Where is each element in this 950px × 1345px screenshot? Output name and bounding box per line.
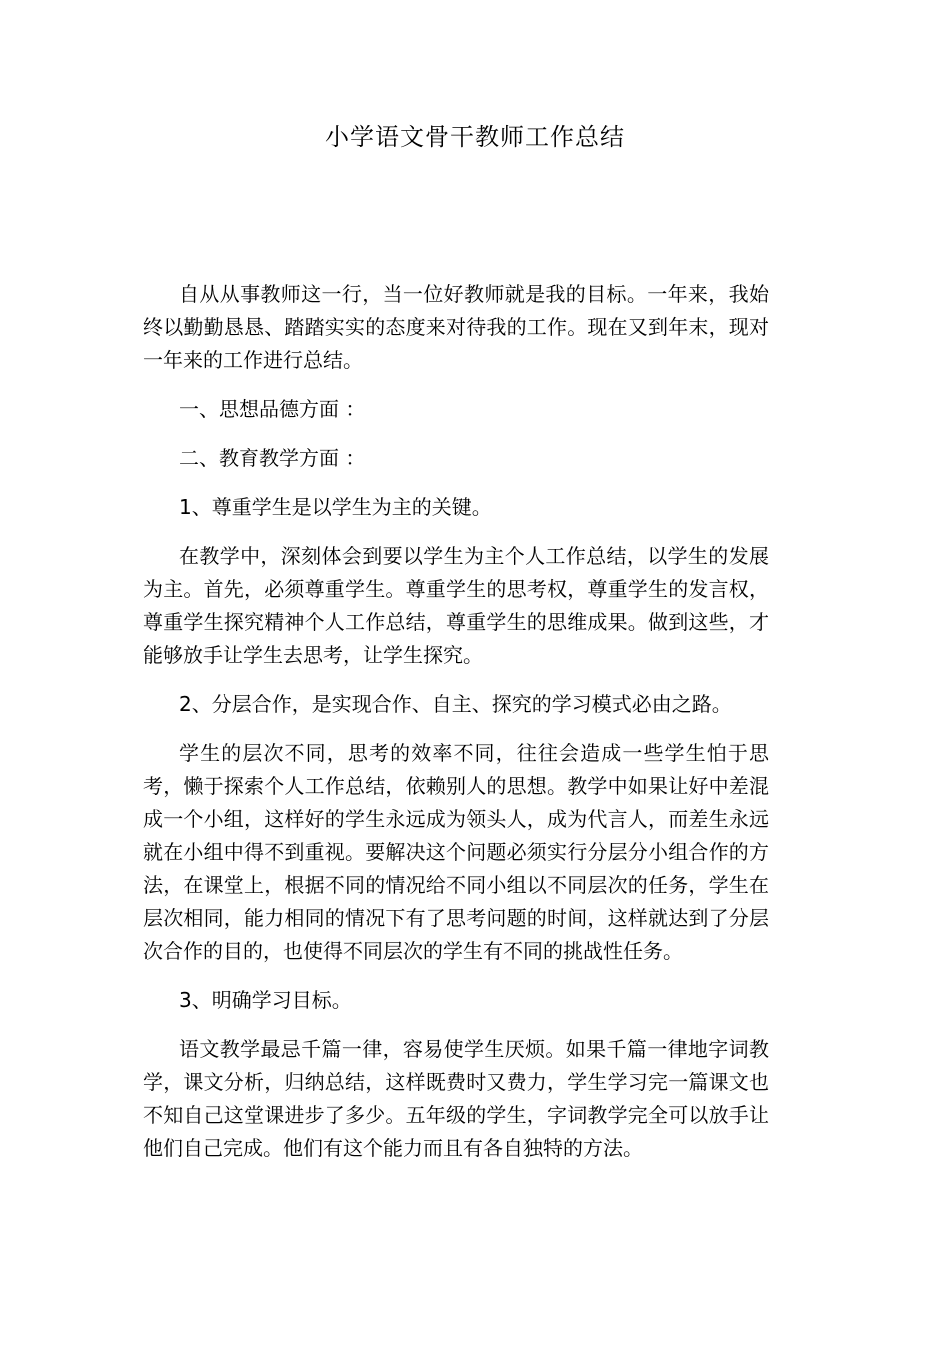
intro-paragraph: 自从从事教师这一行，当一位好教师就是我的目标。一年来，我始终以勤勤恳恳、踏踏实实的态度来对待我的工作。现在又到年末，现对一年来的工作进行总结。	[143, 282, 769, 372]
paragraph-layered-cooperation: 学生的层次不同，思考的效率不同，往往会造成一些学生怕于思考，懒于探索个人工作总结，依赖别人的思想。教学中如果让好中差混成一个小组，这样好的学生永远成为领头人，成为代言人，而差生永远就在小组中得不到重视。要解决这个问题必须实行分层分小组合作的方法，在课堂上，根据不同的情况给不同小组以不同层次的任务，学生在层次相同，能力相同的情况下有了思考问题的时间，这样就达到了分层次合作的目的，也使得不同层次的学生有不同的挑战性任务。	[143, 741, 769, 963]
section-heading-moral: 一、思想品德方面 ：	[179, 397, 366, 421]
document-body	[143, 278, 769, 1181]
document-title: 小学语文骨干教师工作总结	[325, 123, 625, 151]
paragraph-learning-goals: 语文教学最忌千篇一律，容易使学生厌烦。如果千篇一律地字词教学，课文分析，归纳总结，这样既费时又费力，学生学习完一篇课文也不知自己这堂课进步了多少。五年级的学生，字词教学完全可以放手让他们自己完成。他们有这个能力而且有各自独特的方法。	[143, 1037, 769, 1160]
subheading-learning-goals: 3、明确学习目标。	[179, 988, 352, 1012]
subheading-layered-cooperation: 2、分层合作，是实现合作、自主、探究的学习模式必由之路。	[179, 692, 732, 716]
subheading-respect-students: 1、尊重学生是以学生为主的关键。	[179, 495, 492, 519]
section-heading-teaching: 二、教育教学方面 ：	[179, 446, 366, 470]
paragraph-respect-students: 在教学中，深刻体会到要以学生为主个人工作总结，以学生的发展为主。首先，必须尊重学生。尊重学生的思考权，尊重学生的发言权，尊重学生探究精神个人工作总结，尊重学生的思维成果。做到这些，才能够放手让学生去思考，让学生探究。	[143, 544, 769, 667]
